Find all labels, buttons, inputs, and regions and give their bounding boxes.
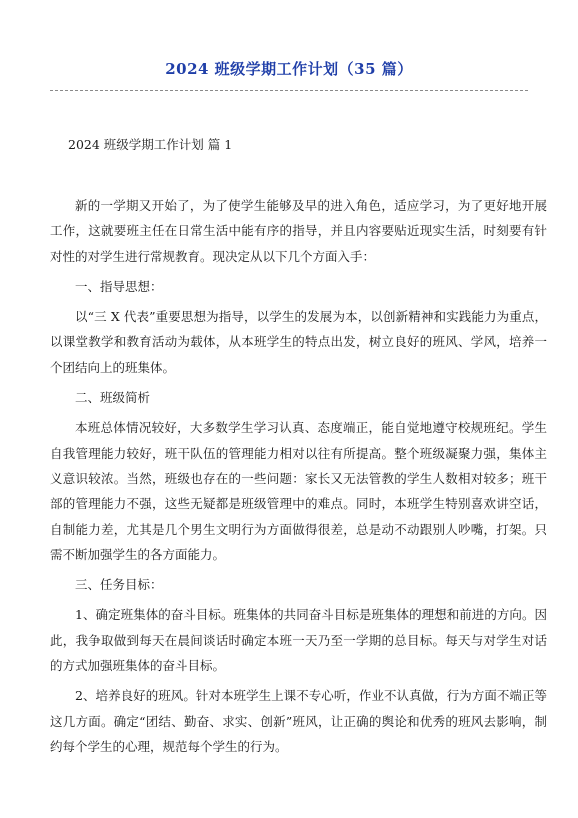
section-heading: 2024 班级学期工作计划 篇 1 — [68, 137, 233, 152]
title-divider — [50, 90, 528, 91]
paragraph-goal-1: 1、确定班集体的奋斗目标。班集体的共同奋斗目标是班集体的理想和前进的方向。因此，我争取做到每天在晨间谈话时确定本班一天乃至一学期的总目标。每天与对学生对话的方式加强班集体的奋斗目标。 — [50, 607, 547, 674]
paragraph-intro: 新的一学期又开始了，为了使学生能够及早的进入角色，适应学习，为了更好地开展工作，这就要班主任在日常生活中能有序的指导，并且内容要贴近现实生活，时刻要有针对性的对学生进行常规教育。现决定从以下几个方面入手： — [50, 198, 547, 264]
heading-guiding-ideology: 一、指导思想： — [75, 278, 163, 294]
paragraph-guiding-ideology: 以“三 X 代表”重要思想为指导，以学生的发展为本，以创新精神和实践能力为重点，以课堂教学和教育活动为载体，从本班学生的特点出发，树立良好的班风、学风，培养一个团结向上的班集体。 — [50, 309, 547, 375]
heading-task-goals: 三、任务目标： — [75, 577, 163, 593]
document-title: 2024 班级学期工作计划（35 篇） — [165, 60, 413, 78]
document-body — [50, 193, 547, 764]
paragraph-goal-2: 2、培养良好的班风。针对本班学生上课不专心听，作业不认真做，行为方面不端正等这几方面。确定“团结、勤奋、求实、创新”班风，让正确的舆论和优秀的班风去影响，制约每个学生的心理，规范每个学生的行为。 — [50, 688, 547, 754]
paragraph-class-analysis: 本班总体情况较好，大多数学生学习认真、态度端正，能自觉地遵守校规班纪。学生自我管理能力较好，班干队伍的管理能力相对以往有所提高。整个班级凝聚力强，集体主义意识较浓。当然，班级也存在的一些问题：家长又无法管教的学生人数相对较多；班干部的管理能力不强，这些无疑都是班级管理中的难点。同时，本班学生特别喜欢讲空话，自制能力差，尤其是几个男生文明行为方面做得很差，总是动不动跟别人吵嘴，打架。只需不断加强学生的各方面能力。 — [50, 420, 547, 562]
heading-class-analysis: 二、班级简析 — [75, 390, 151, 406]
